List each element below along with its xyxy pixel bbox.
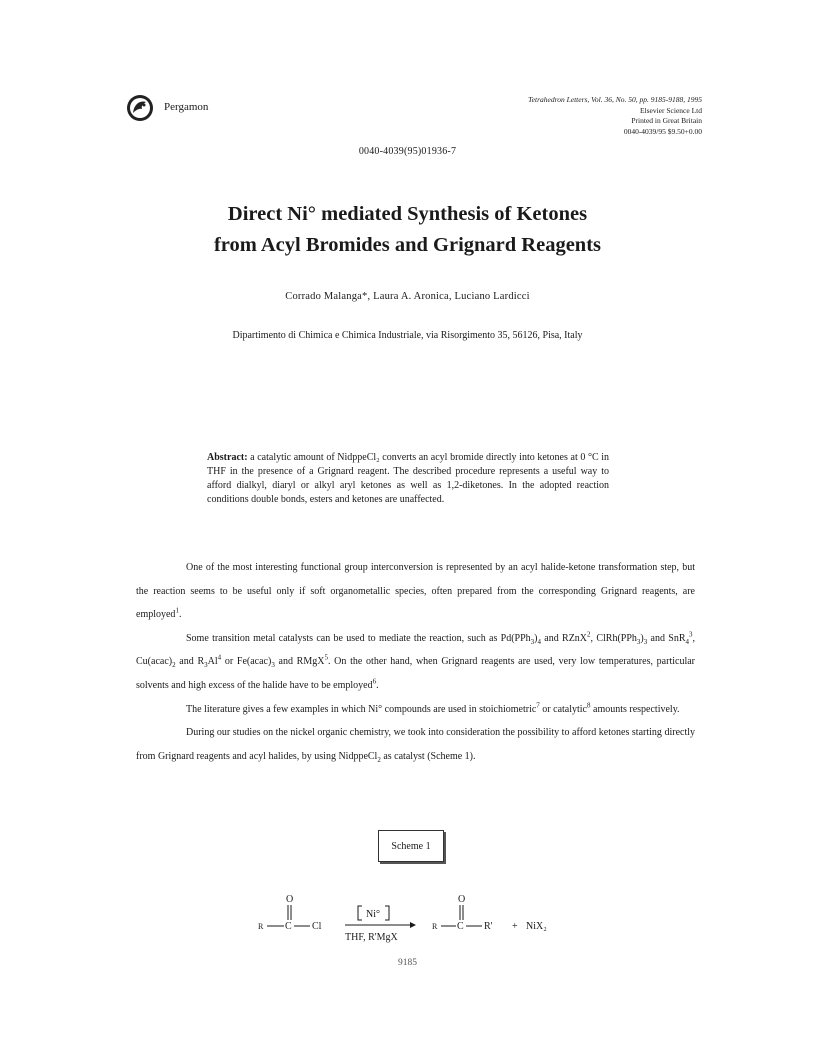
product-carbon: C (457, 921, 464, 932)
body-text (136, 556, 695, 768)
reactant-carbon: C (285, 921, 292, 932)
catalyst: Ni° (366, 909, 380, 920)
affiliation: Dipartimento di Chimica e Chimica Industriale, via Risorgimento 35, 56126, Pisa, Italy (232, 330, 583, 341)
title-line-2: from Acyl Bromides and Grignard Reagents (213, 234, 602, 256)
abstract-text: a catalytic amount of NidppeCl₂ converts an acyl bromide directly into ketones at 0 °C in THF in the presence of a Grignard reagent. The described procedure represents a useful way to afford dialkyl, diaryl or alkyl aryl ketones as well as 1,2-diketones. In the adopted reaction conditions double bonds, esters and ketones are unaffected. (207, 452, 610, 505)
publisher-name: Pergamon (164, 101, 209, 113)
pergamon-logo (126, 94, 154, 122)
product-r-prime: R' (484, 921, 493, 932)
publisher-line: Elsevier Science Ltd (639, 105, 702, 115)
page-number: 9185 (398, 958, 417, 968)
plus-sign: + (512, 921, 518, 932)
authors: Corrado Malanga*, Laura A. Aronica, Luciano Lardicci (285, 291, 530, 302)
scheme-label: Scheme 1 (378, 830, 444, 862)
price-line: 0040-4039/95 $9.50+0.00 (623, 126, 702, 136)
paragraph-4: During our studies on the nickel organic chemistry, we took into consideration the possibility to afford ketones starting directly from Grignard reagents and acyl halides, by using NidppeCl$_2$ as catalyst (Scheme 1). (136, 727, 695, 764)
journal-info (422, 95, 702, 137)
product-r: R (432, 922, 438, 931)
title-line-1: Direct Ni° mediated Synthesis of Ketones (227, 203, 588, 225)
paragraph-3: The literature gives a few examples in which Ni° compounds are used in stoichiometric$^7$ or catalytic$^8$ amounts respectively. (186, 701, 680, 715)
byproduct: NiX₂ (526, 921, 547, 932)
abstract (207, 451, 609, 507)
journal-citation: Tetrahedron Letters, Vol. 36, No. 50, pp. 9185-9188, 1995 (528, 95, 702, 104)
reactant-r: R (258, 922, 264, 931)
doi: 0040-4039(95)01936-7 (358, 146, 457, 157)
paragraph-2: Some transition metal catalysts can be used to mediate the reaction, such as $Pd(PPh_3)_4$ and RZnX$^2$, $ClRh(PPh_3)_3$ and SnR$_4^3$, $Cu(acac)_2$ and $R_3Al^4$ or $Fe(acac)_3$ and RMgX$^5$. On the other hand, when Grignard reagents are used, very low temperatures, particular solvents and high excess of the halide have to be employed$^6$. (136, 630, 696, 691)
abstract-label: Abstract: (207, 452, 248, 463)
reactant-oxygen: O (286, 894, 294, 905)
conditions: THF, R'MgX (345, 932, 398, 943)
paragraph-1: One of the most interesting functional group interconversion is represented by an acyl halide-ketone transformation step, but the reaction seems to be useful only if soft organometallic species, often prepared from the corresponding Grignard reagents, are employed$^1$. (136, 562, 695, 621)
article-title (0, 199, 815, 261)
reactant-chlorine: Cl (312, 921, 322, 932)
printed-line: Printed in Great Britain (631, 116, 702, 125)
product-oxygen: O (458, 894, 466, 905)
reaction-scheme (250, 888, 580, 958)
